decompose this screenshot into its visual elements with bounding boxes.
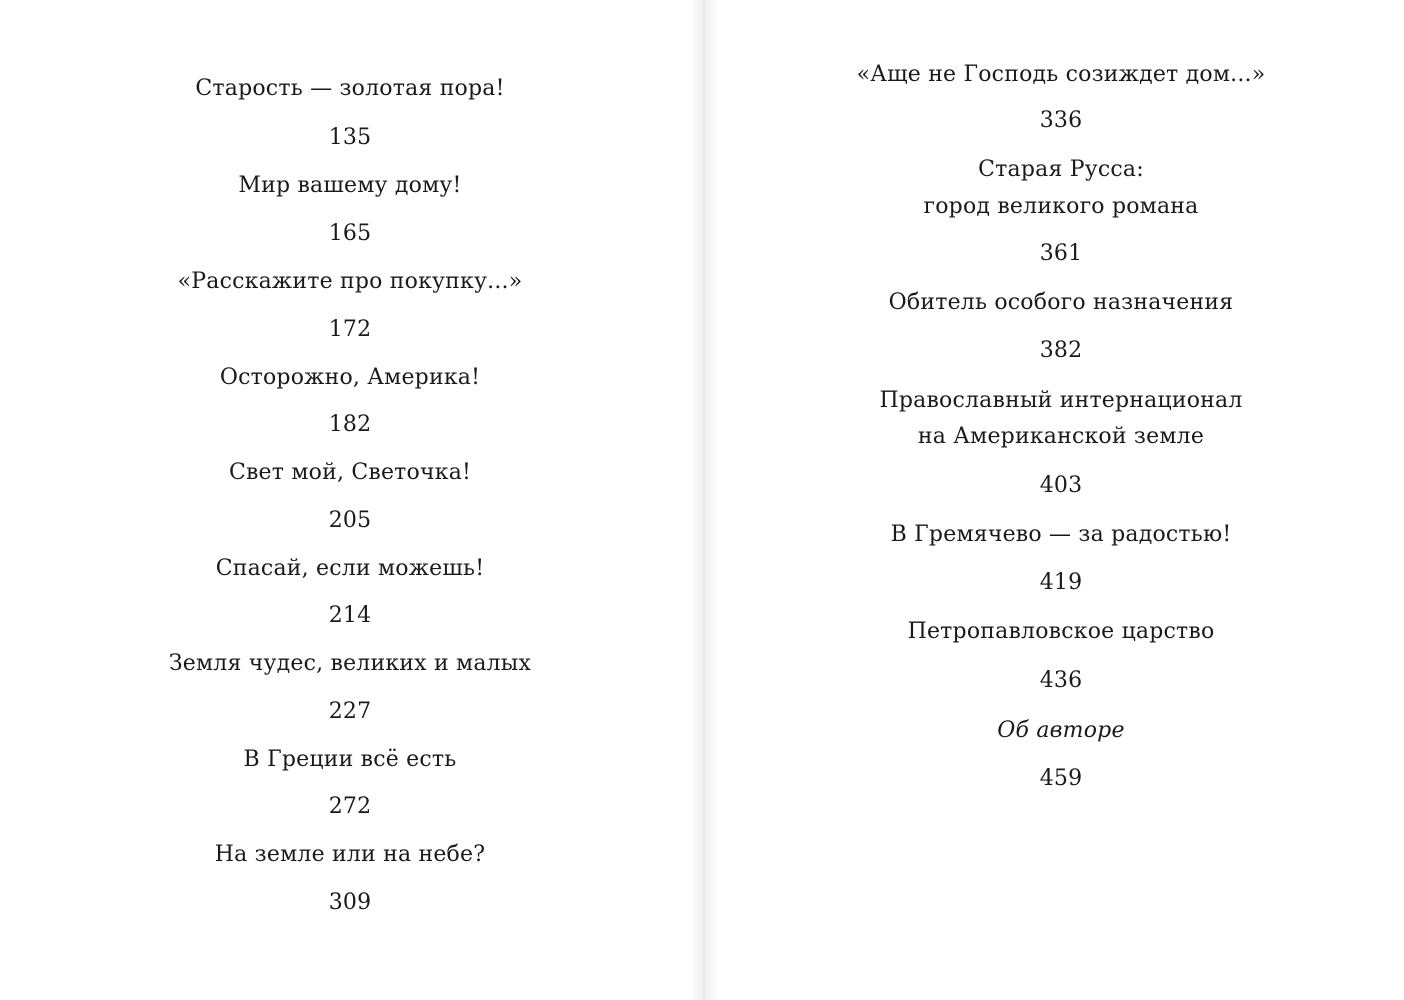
toc-entry-title: Осторожно, Америка! — [219, 365, 481, 390]
toc-entry-page: 382 — [1039, 338, 1083, 363]
toc-entry-title: Старость — золотая пора! — [195, 76, 505, 101]
toc-entry-title: «Аще не Господь созиждет дом...» — [856, 62, 1266, 87]
right-page — [718, 0, 1404, 1000]
toc-entry-page: 227 — [328, 699, 372, 724]
toc-entry-page: 272 — [328, 794, 372, 819]
toc-entry-title: На земле или на небе? — [214, 842, 486, 867]
toc-entry-title: «Расскажите про покупку...» — [177, 269, 523, 294]
toc-entry-page: 205 — [328, 508, 372, 533]
toc-entry-page: 309 — [328, 890, 372, 915]
toc-entry-title: Петропавловское царство — [907, 619, 1215, 644]
toc-entry-title: Спасай, если можешь! — [215, 556, 485, 581]
toc-entry-title: В Гремячево — за радостью! — [890, 522, 1232, 547]
toc-entry-title: Мир вашему дому! — [238, 173, 462, 198]
toc-entry-title-line1: Православный интернационал — [879, 388, 1243, 413]
toc-entry-page: 419 — [1039, 570, 1083, 595]
toc-entry-page: 165 — [328, 221, 372, 246]
toc-entry-title-line1: Старая Русса: — [978, 157, 1144, 182]
toc-entry-page: 135 — [328, 125, 372, 150]
toc-entry-page: 172 — [328, 317, 372, 342]
toc-entry-title-line2: на Американской земле — [917, 424, 1205, 449]
toc-entry-page: 214 — [328, 603, 372, 628]
toc-entry-page: 459 — [1039, 766, 1083, 791]
toc-entry-page: 361 — [1039, 241, 1083, 266]
toc-entry-title: Обитель особого назначения — [888, 290, 1234, 315]
toc-entry-page: 182 — [328, 412, 372, 437]
left-page — [0, 0, 690, 1000]
toc-entry-title: Земля чудес, великих и малых — [168, 651, 532, 676]
toc-entry-title-line2: город великого романа — [923, 194, 1199, 219]
book-gutter — [690, 0, 718, 1000]
toc-entry-title: В Греции всё есть — [243, 747, 457, 772]
toc-entry-page: 403 — [1039, 473, 1083, 498]
toc-entry-page: 336 — [1039, 108, 1083, 133]
toc-entry-title: Свет мой, Светочка! — [228, 460, 472, 485]
toc-entry-page: 436 — [1039, 668, 1083, 693]
toc-entry-title-about-author: Об авторе — [997, 718, 1125, 743]
